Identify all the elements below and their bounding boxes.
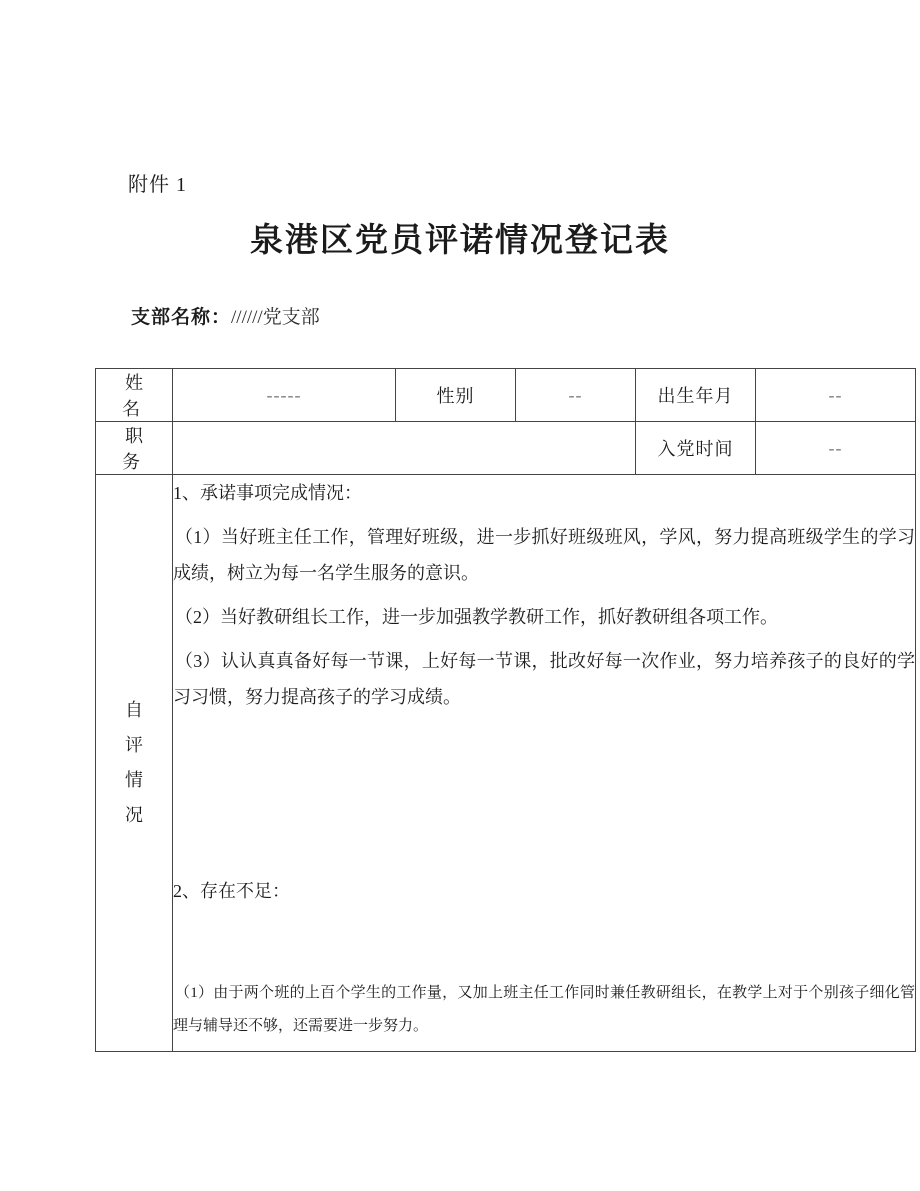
content-spacer-medium	[173, 917, 915, 977]
branch-name-value: //////党支部	[231, 307, 320, 328]
section-1-heading: 1、承诺事项完成情况：	[173, 483, 362, 503]
commitment-item-1: （1）当好班主任工作，管理好班级，进一步抓好班级班风，学风，努力提高班级学生的学习成绩，树立为每一名学生服务的意识。	[173, 527, 915, 583]
page-title: 泉港区党员评诺情况登记表	[250, 223, 670, 259]
vertical-label-char-1: 自	[125, 699, 143, 720]
vertical-label-char-4: 况	[125, 805, 143, 826]
self-evaluation-body	[173, 475, 915, 1043]
cell-birth-date-value[interactable]: --	[756, 369, 916, 422]
vertical-label-self-evaluation	[96, 693, 172, 833]
content-spacer-large	[173, 723, 915, 873]
cell-position-value[interactable]	[173, 422, 636, 475]
vertical-label-char-3: 情	[125, 770, 143, 790]
cell-gender-label: 性别	[396, 369, 516, 422]
cell-join-party-date-label: 入党时间	[636, 422, 756, 475]
table-row-position	[96, 422, 916, 475]
cell-self-evaluation-label	[96, 475, 173, 1052]
cell-name-value[interactable]: -----	[173, 369, 396, 422]
cell-gender-value[interactable]: --	[516, 369, 636, 422]
attachment-label: 附件 1	[128, 174, 187, 196]
cell-name-label: 姓 名	[96, 369, 173, 422]
table-row-self-evaluation	[96, 475, 916, 1052]
table-row-name	[96, 369, 916, 422]
cell-self-evaluation-content[interactable]	[173, 475, 916, 1052]
commitment-item-2: （2）当好教研组长工作，进一步加强教学教研工作，抓好教研组各项工作。	[175, 607, 778, 627]
cell-join-party-date-value[interactable]: --	[756, 422, 916, 475]
vertical-label-char-2: 评	[125, 734, 143, 755]
registration-form-table	[95, 368, 916, 1052]
section-2-heading: 2、存在不足：	[173, 881, 290, 901]
shortcoming-item-1: （1）由于两个班的上百个学生的工作量，又加上班主任工作同时兼任教研组长，在教学上对于个别孩子细化管理与辅导还不够，还需要进一步努力。	[173, 985, 915, 1034]
branch-name-label: 支部名称：	[131, 307, 232, 328]
commitment-item-3: （3）认认真真备好每一节课，上好每一节课，批改好每一次作业，努力培养孩子的良好的学习习惯，努力提高孩子的学习成绩。	[173, 651, 915, 707]
cell-birth-date-label: 出生年月	[636, 369, 756, 422]
branch-name-line	[131, 306, 320, 331]
cell-position-label: 职 务	[96, 422, 173, 475]
